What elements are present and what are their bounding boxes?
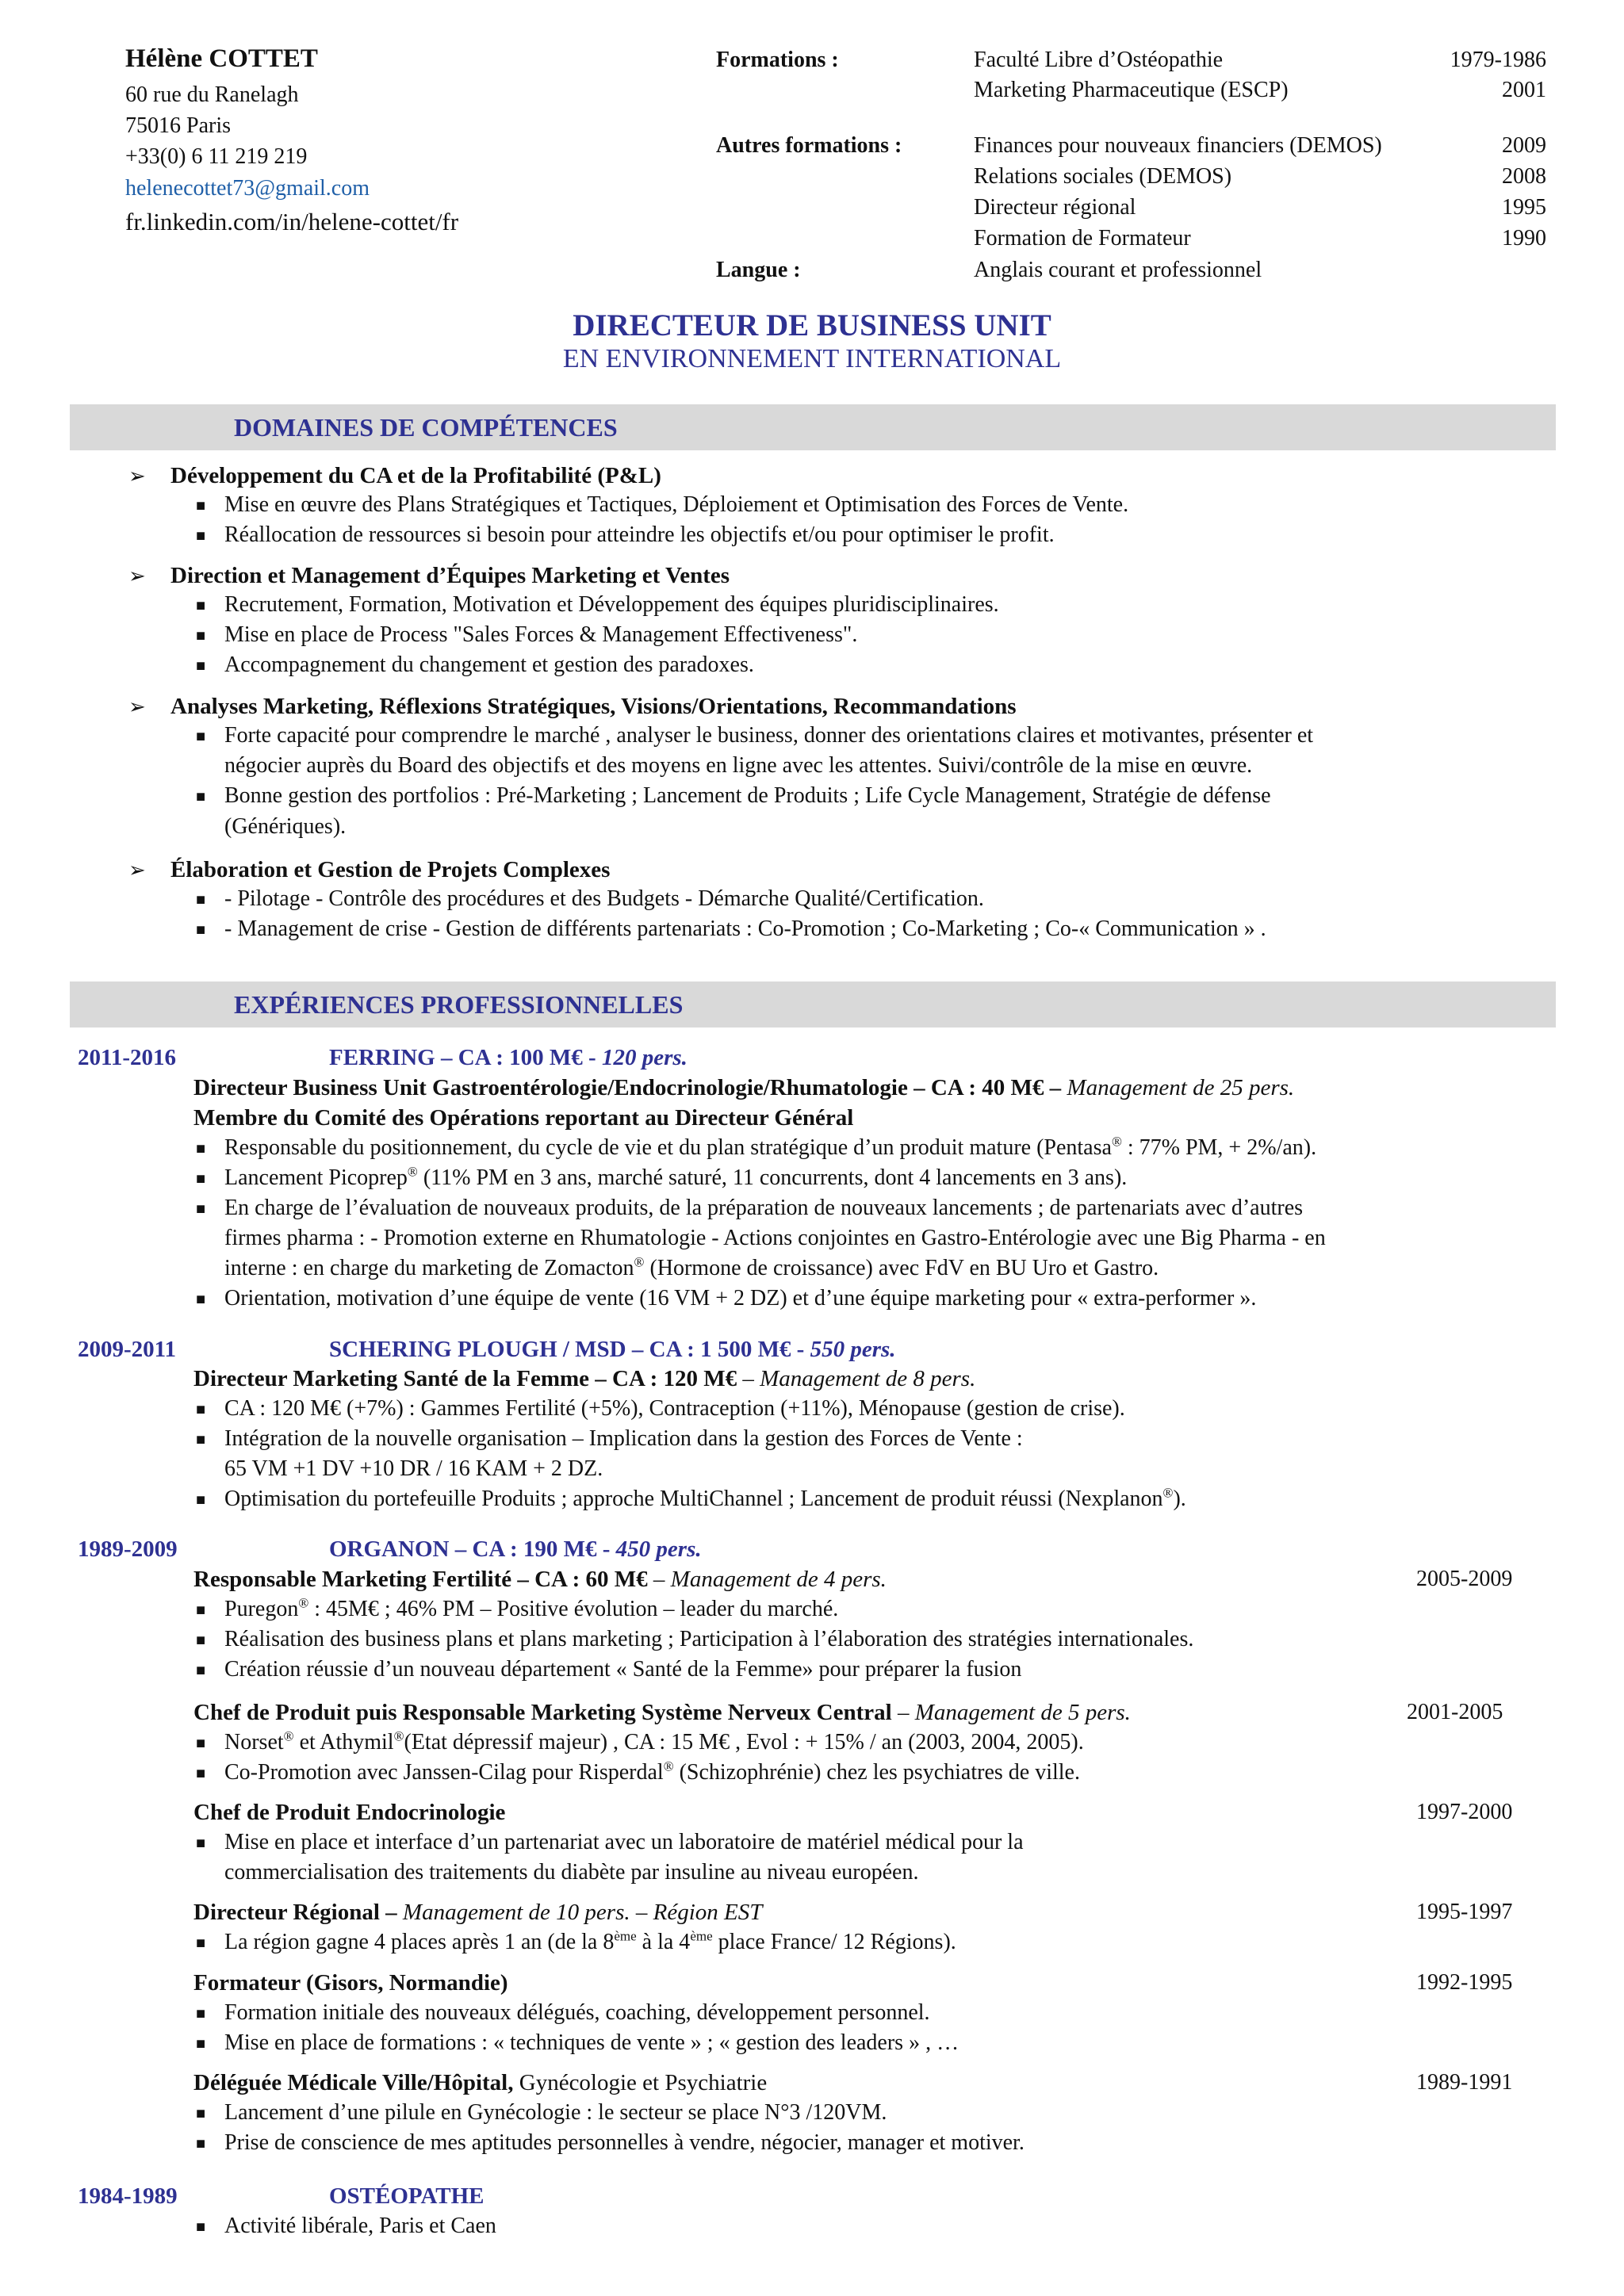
experience-line: Prise de conscience de mes aptitudes personnelles à vendre, négocier, manager et motiver. bbox=[224, 2130, 1025, 2155]
square-bullet-icon: ■ bbox=[196, 1431, 206, 1448]
arrow-bullet-icon: ➢ bbox=[128, 465, 146, 488]
experience-line: Création réussie d’un nouveau département « Santé de la Femme» pour préparer la fusion bbox=[224, 1657, 1022, 1682]
square-bullet-icon: ■ bbox=[196, 1140, 206, 1158]
experience-line: commercialisation des traitements du diabète par insuline au niveau européen. bbox=[224, 1860, 919, 1885]
role-years: 1995-1997 bbox=[1416, 1900, 1513, 1924]
square-bullet-icon: ■ bbox=[196, 597, 206, 614]
role-years: 1989-1991 bbox=[1416, 2070, 1513, 2095]
phone-number: +33(0) 6 11 219 219 bbox=[125, 144, 308, 169]
role-title: Membre du Comité des Opérations reportant au Directeur Général bbox=[193, 1105, 854, 1131]
language-value: Anglais courant et professionnel bbox=[974, 258, 1262, 282]
experience-line: La région gagne 4 places après 1 an (de la 8ème à la 4ème place France/ 12 Régions). bbox=[224, 1928, 956, 1954]
experience-line: Intégration de la nouvelle organisation – Implication dans la gestion des Forces de Vente : bbox=[224, 1426, 1023, 1451]
competence-line: négocier auprès du Board des objectifs et des moyens en ligne avec les attentes. Suivi/contrôle de la mise en œuvre. bbox=[224, 753, 1253, 778]
competence-heading: Élaboration et Gestion de Projets Complexes bbox=[170, 857, 611, 882]
square-bullet-icon: ■ bbox=[196, 1291, 206, 1308]
competence-line: Forte capacité pour comprendre le marché , analyser le business, donner des orientations claires et motivantes, présenter et bbox=[224, 723, 1314, 748]
email-link[interactable]: helenecottet73@gmail.com bbox=[125, 176, 370, 201]
square-bullet-icon: ■ bbox=[196, 1401, 206, 1418]
company-name: SCHERING PLOUGH / MSD – CA : 1 500 M€ - 550 pers. bbox=[329, 1337, 896, 1362]
square-bullet-icon: ■ bbox=[196, 627, 206, 645]
role-years: 1997-2000 bbox=[1416, 1800, 1513, 1824]
language-label: Langue : bbox=[716, 258, 801, 282]
square-bullet-icon: ■ bbox=[196, 2005, 206, 2022]
company-name: FERRING – CA : 100 M€ - 120 pers. bbox=[329, 1045, 688, 1070]
square-bullet-icon: ■ bbox=[196, 788, 206, 806]
square-bullet-icon: ■ bbox=[196, 1662, 206, 1679]
other-formation-year: 1995 bbox=[1502, 195, 1546, 220]
role-years: 1992-1995 bbox=[1416, 1970, 1513, 1995]
square-bullet-icon: ■ bbox=[196, 1601, 206, 1619]
address-city: 75016 Paris bbox=[125, 113, 231, 138]
role-title: Chef de Produit puis Responsable Marketing Système Nerveux Central – Management de 5 pers. bbox=[193, 1700, 1131, 1725]
role-title: Responsable Marketing Fertilité – CA : 60 M€ – Management de 4 pers. bbox=[193, 1567, 887, 1592]
other-formation-year: 1990 bbox=[1502, 226, 1546, 251]
experiences-section-title: EXPÉRIENCES PROFESSIONNELLES bbox=[234, 990, 684, 1019]
experience-line: Réalisation des business plans et plans marketing ; Participation à l’élaboration des stratégies internationales. bbox=[224, 1627, 1194, 1651]
arrow-bullet-icon: ➢ bbox=[128, 859, 146, 882]
competence-line: Recrutement, Formation, Motivation et Développement des équipes pluridisciplinaires. bbox=[224, 592, 999, 617]
experience-line: Mise en place de formations : « techniques de vente » ; « gestion des leaders » , … bbox=[224, 2030, 959, 2055]
experience-years: 1989-2009 bbox=[78, 1536, 178, 1562]
job-subtitle: EN ENVIRONNEMENT INTERNATIONAL bbox=[562, 344, 1062, 373]
competence-heading: Développement du CA et de la Profitabilité (P&L) bbox=[170, 463, 661, 488]
role-title: Formateur (Gisors, Normandie) bbox=[193, 1970, 508, 1996]
job-title: DIRECTEUR DE BUSINESS UNIT bbox=[573, 308, 1051, 342]
other-formation-year: 2008 bbox=[1502, 164, 1546, 189]
competence-line: (Génériques). bbox=[224, 814, 347, 839]
role-title: Directeur Marketing Santé de la Femme – CA : 120 M€ – Management de 8 pers. bbox=[193, 1366, 976, 1391]
square-bullet-icon: ■ bbox=[196, 1632, 206, 1649]
competence-heading: Direction et Management d’Équipes Marketing et Ventes bbox=[170, 563, 730, 588]
square-bullet-icon: ■ bbox=[196, 2035, 206, 2053]
role-title: Directeur Business Unit Gastroentérologie/Endocrinologie/Rhumatologie – CA : 40 M€ – Management de 25 pers. bbox=[193, 1075, 1295, 1100]
competence-line: Réallocation de ressources si besoin pour atteindre les objectifs et/ou pour optimiser le profit. bbox=[224, 522, 1055, 547]
competences-section-title: DOMAINES DE COMPÉTENCES bbox=[234, 413, 618, 442]
square-bullet-icon: ■ bbox=[196, 891, 206, 909]
experience-years: 1984-1989 bbox=[78, 2183, 178, 2209]
other-formation-item: Relations sociales (DEMOS) bbox=[974, 164, 1232, 189]
experience-line: Mise en place et interface d’un partenariat avec un laboratoire de matériel médical pour la bbox=[224, 1830, 1024, 1854]
experience-years: 2009-2011 bbox=[78, 1337, 177, 1362]
role-title: Déléguée Médicale Ville/Hôpital, Gynécologie et Psychiatrie bbox=[193, 2070, 768, 2095]
role-title: Chef de Produit Endocrinologie bbox=[193, 1800, 506, 1825]
square-bullet-icon: ■ bbox=[196, 527, 206, 545]
other-formation-year: 2009 bbox=[1502, 133, 1546, 158]
role-years: 2001-2005 bbox=[1407, 1700, 1503, 1724]
square-bullet-icon: ■ bbox=[196, 1170, 206, 1188]
square-bullet-icon: ■ bbox=[196, 1835, 206, 1852]
square-bullet-icon: ■ bbox=[196, 921, 206, 939]
experience-line: Puregon® : 45M€ ; 46% PM – Positive évolution – leader du marché. bbox=[224, 1595, 839, 1621]
other-formations-label: Autres formations : bbox=[716, 133, 902, 158]
competence-line: - Management de crise - Gestion de différents partenariats : Co-Promotion ; Co-Marketing ; Co-« Communication » . bbox=[224, 916, 1266, 941]
square-bullet-icon: ■ bbox=[196, 1735, 206, 1752]
other-formation-item: Formation de Formateur bbox=[974, 226, 1191, 251]
arrow-bullet-icon: ➢ bbox=[128, 695, 146, 718]
other-formation-item: Directeur régional bbox=[974, 195, 1136, 220]
formation-year: 1979-1986 bbox=[1450, 48, 1546, 72]
square-bullet-icon: ■ bbox=[196, 497, 206, 515]
role-title: Directeur Régional – Management de 10 pers. – Région EST bbox=[193, 1900, 763, 1925]
experience-line: Activité libérale, Paris et Caen bbox=[224, 2214, 496, 2238]
competence-line: Accompagnement du changement et gestion des paradoxes. bbox=[224, 652, 754, 677]
experience-line: Formation initiale des nouveaux délégués, coaching, développement personnel. bbox=[224, 2000, 930, 2025]
formation-item: Faculté Libre d’Ostéopathie bbox=[974, 48, 1224, 72]
experience-line: interne : en charge du marketing de Zomacton® (Hormone de croissance) avec FdV en BU Uro et Gastro. bbox=[224, 1254, 1159, 1280]
linkedin-link[interactable]: fr.linkedin.com/in/helene-cottet/fr bbox=[125, 208, 459, 235]
experience-line: Responsable du positionnement, du cycle de vie et du plan stratégique d’un produit mature (Pentasa® : 77% PM, + 2%/an). bbox=[224, 1134, 1317, 1160]
square-bullet-icon: ■ bbox=[196, 1200, 206, 1218]
experience-line: CA : 120 M€ (+7%) : Gammes Fertilité (+5%), Contraception (+11%), Ménopause (gestion de crise). bbox=[224, 1396, 1125, 1421]
formation-year: 2001 bbox=[1502, 78, 1546, 102]
square-bullet-icon: ■ bbox=[196, 2105, 206, 2122]
competence-line: - Pilotage - Contrôle des procédures et des Budgets - Démarche Qualité/Certification. bbox=[224, 886, 984, 911]
experience-line: Lancement Picoprep® (11% PM en 3 ans, marché saturé, 11 concurrents, dont 4 lancements en 3 ans). bbox=[224, 1164, 1128, 1190]
experience-line: firmes pharma : - Promotion externe en Rhumatologie - Actions conjointes en Gastro-Entérologie avec une Big Pharma - en bbox=[224, 1226, 1326, 1250]
role-years: 2005-2009 bbox=[1416, 1567, 1513, 1591]
competence-line: Bonne gestion des portfolios : Pré-Marketing ; Lancement de Produits ; Life Cycle Management, Stratégie de défense bbox=[224, 783, 1271, 808]
competence-heading: Analyses Marketing, Réflexions Stratégiques, Visions/Orientations, Recommandations bbox=[170, 694, 1017, 719]
competence-line: Mise en œuvre des Plans Stratégiques et Tactiques, Déploiement et Optimisation des Forces de Vente. bbox=[224, 492, 1129, 517]
square-bullet-icon: ■ bbox=[196, 1491, 206, 1509]
experience-line: Lancement d’une pilule en Gynécologie : le secteur se place N°3 /120VM. bbox=[224, 2100, 887, 2125]
company-name: ORGANON – CA : 190 M€ - 450 pers. bbox=[329, 1536, 702, 1562]
formation-item: Marketing Pharmaceutique (ESCP) bbox=[974, 78, 1289, 102]
arrow-bullet-icon: ➢ bbox=[128, 564, 146, 587]
square-bullet-icon: ■ bbox=[196, 2218, 206, 2236]
experience-line: En charge de l’évaluation de nouveaux produits, de la préparation de nouveaux lancements ; de partenariats avec d’autres bbox=[224, 1196, 1304, 1220]
square-bullet-icon: ■ bbox=[196, 1934, 206, 1952]
experience-line: 65 VM +1 DV +10 DR / 16 KAM + 2 DZ. bbox=[224, 1456, 603, 1481]
experience-line: Co-Promotion avec Janssen-Cilag pour Risperdal® (Schizophrénie) chez les psychiatres de ville. bbox=[224, 1758, 1080, 1785]
square-bullet-icon: ■ bbox=[196, 728, 206, 745]
company-name: OSTÉOPATHE bbox=[329, 2183, 485, 2209]
square-bullet-icon: ■ bbox=[196, 1765, 206, 1782]
other-formation-item: Finances pour nouveaux financiers (DEMOS) bbox=[974, 133, 1382, 158]
experience-years: 2011-2016 bbox=[78, 1045, 177, 1070]
experience-line: Orientation, motivation d’une équipe de vente (16 VM + 2 DZ) et d’une équipe marketing pour « extra-performer ». bbox=[224, 1286, 1257, 1311]
experience-line: Optimisation du portefeuille Produits ; approche MultiChannel ; Lancement de produit réussi (Nexplanon®). bbox=[224, 1485, 1186, 1511]
formations-label: Formations : bbox=[716, 48, 839, 72]
address-street: 60 rue du Ranelagh bbox=[125, 82, 299, 107]
competence-line: Mise en place de Process "Sales Forces & Management Effectiveness". bbox=[224, 622, 858, 647]
square-bullet-icon: ■ bbox=[196, 2135, 206, 2152]
candidate-name: Hélène COTTET bbox=[125, 44, 318, 73]
experience-line: Norset® et Athymil®(Etat dépressif majeur) , CA : 15 M€ , Evol : + 15% / an (2003, 2004, 2005). bbox=[224, 1728, 1084, 1755]
square-bullet-icon: ■ bbox=[196, 657, 206, 675]
